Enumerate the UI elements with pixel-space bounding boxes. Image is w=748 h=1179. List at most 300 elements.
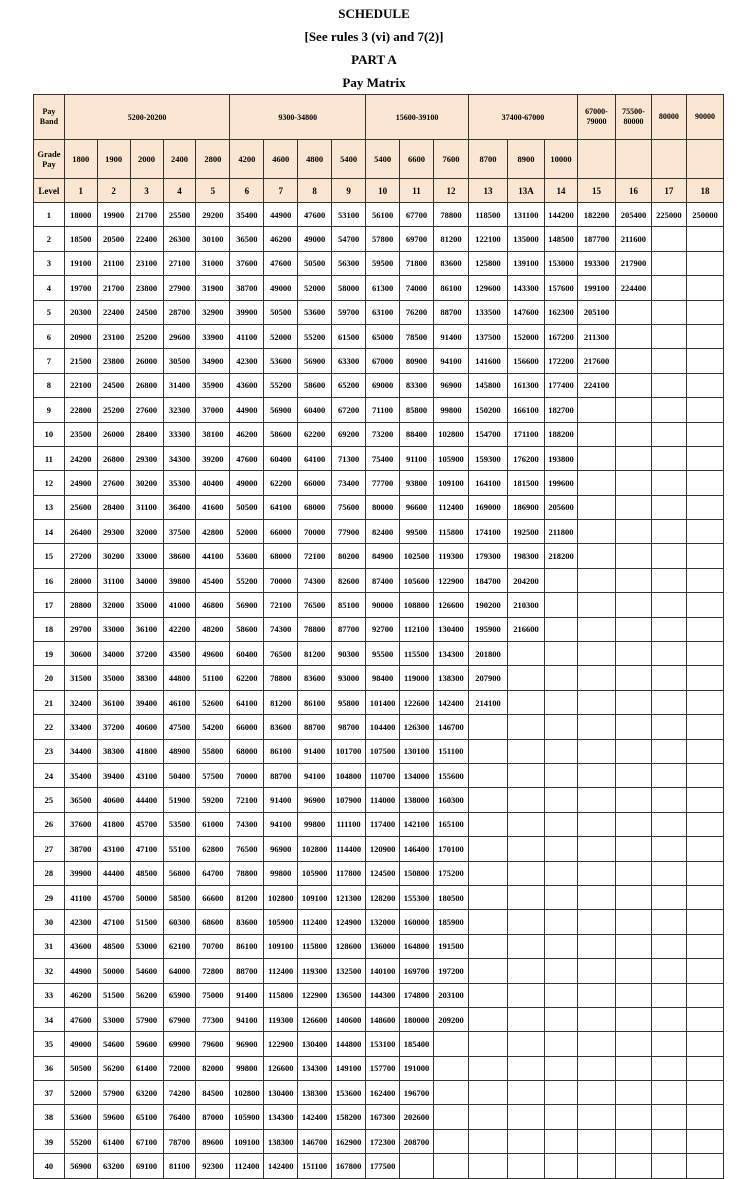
pay-cell: [651, 690, 686, 714]
pay-cell: 88700: [230, 959, 264, 983]
pay-cell: 104800: [332, 763, 366, 787]
pay-cell: 44400: [97, 861, 130, 885]
pay-cell: 204200: [508, 568, 545, 592]
pay-cell: 53600: [298, 300, 332, 324]
pay-cell: 91100: [400, 446, 434, 470]
pay-cell: [545, 593, 578, 617]
pay-cell: 63200: [130, 1081, 163, 1105]
pay-cell: 81200: [264, 690, 298, 714]
pay-cell: 60400: [298, 398, 332, 422]
pay-cell: [545, 715, 578, 739]
pay-cell: 57900: [97, 1081, 130, 1105]
level-cell: 10: [366, 179, 400, 203]
pay-cell: 64100: [264, 495, 298, 519]
pay-cell: 32400: [64, 690, 97, 714]
pay-cell: 69700: [400, 227, 434, 251]
pay-cell: 196700: [400, 1081, 434, 1105]
table-row: [34, 471, 724, 495]
pay-cell: 45700: [97, 885, 130, 909]
pay-cell: [651, 666, 686, 690]
pay-cell: [686, 568, 723, 592]
pay-cell: 64100: [298, 446, 332, 470]
pay-cell: 125800: [468, 251, 507, 275]
pay-cell: 59200: [196, 788, 230, 812]
pay-cell: 21100: [97, 251, 130, 275]
table-row: [34, 568, 724, 592]
pay-cell: [651, 861, 686, 885]
pay-cell: 39900: [64, 861, 97, 885]
row-index-cell: 23: [34, 739, 65, 763]
pay-cell: [545, 1129, 578, 1153]
pay-cell: [545, 666, 578, 690]
pay-cell: [651, 1105, 686, 1129]
pay-cell: [545, 568, 578, 592]
pay-cell: [545, 910, 578, 934]
pay-cell: 201800: [468, 642, 507, 666]
pay-cell: 58600: [264, 422, 298, 446]
pay-cell: 170100: [433, 837, 468, 861]
pay-cell: [508, 666, 545, 690]
pay-cell: 37600: [230, 251, 264, 275]
pay-cell: 62200: [264, 471, 298, 495]
pay-cell: 137500: [468, 324, 507, 348]
pay-cell: 203100: [433, 983, 468, 1007]
pay-cell: [508, 763, 545, 787]
pay-cell: [686, 520, 723, 544]
table-row: [34, 788, 724, 812]
grade-pay-row: [34, 140, 724, 179]
pay-cell: 112400: [230, 1154, 264, 1178]
row-index-cell: 20: [34, 666, 65, 690]
pay-band-cell: 9300-34800: [230, 95, 366, 140]
pay-cell: 207900: [468, 666, 507, 690]
pay-cell: 174800: [400, 983, 434, 1007]
pay-cell: [508, 642, 545, 666]
pay-cell: 38700: [230, 276, 264, 300]
pay-cell: 35400: [230, 203, 264, 227]
table-row: [34, 1081, 724, 1105]
pay-cell: [686, 251, 723, 275]
row-index-cell: 19: [34, 642, 65, 666]
pay-cell: 58600: [298, 373, 332, 397]
pay-cell: 28400: [130, 422, 163, 446]
pay-cell: 30500: [163, 349, 196, 373]
pay-cell: [615, 373, 651, 397]
pay-cell: 167800: [332, 1154, 366, 1178]
pay-cell: 224100: [577, 373, 615, 397]
pay-cell: [615, 544, 651, 568]
pay-cell: 64100: [230, 690, 264, 714]
pay-cell: 26800: [130, 373, 163, 397]
pay-cell: [651, 520, 686, 544]
pay-cell: 33000: [97, 617, 130, 641]
pay-cell: 27600: [97, 471, 130, 495]
pay-cell: 76200: [400, 300, 434, 324]
pay-cell: 99800: [264, 861, 298, 885]
pay-cell: [615, 324, 651, 348]
pay-cell: 50500: [64, 1056, 97, 1080]
pay-cell: 39200: [196, 446, 230, 470]
pay-band-cell: 75500-80000: [615, 95, 651, 140]
pay-cell: 65200: [332, 373, 366, 397]
pay-cell: 69900: [163, 1032, 196, 1056]
pay-cell: [615, 788, 651, 812]
pay-cell: 185900: [433, 910, 468, 934]
pay-cell: [508, 861, 545, 885]
pay-cell: 42300: [230, 349, 264, 373]
pay-cell: 34000: [130, 568, 163, 592]
pay-cell: 69000: [366, 373, 400, 397]
pay-cell: [577, 642, 615, 666]
row-index-cell: 22: [34, 715, 65, 739]
pay-cell: 36500: [230, 227, 264, 251]
pay-cell: [577, 812, 615, 836]
pay-cell: 101700: [332, 739, 366, 763]
table-row: [34, 1007, 724, 1031]
pay-cell: [508, 1007, 545, 1031]
pay-cell: 93800: [400, 471, 434, 495]
pay-cell: 126600: [433, 593, 468, 617]
pay-cell: [686, 495, 723, 519]
row-index-cell: 16: [34, 568, 65, 592]
pay-cell: 66000: [230, 715, 264, 739]
pay-cell: 55200: [230, 568, 264, 592]
pay-cell: 65100: [130, 1105, 163, 1129]
pay-cell: 153000: [545, 251, 578, 275]
pay-cell: 112400: [298, 910, 332, 934]
pay-cell: [545, 642, 578, 666]
pay-cell: [433, 1081, 468, 1105]
pay-cell: [615, 446, 651, 470]
pay-cell: 43100: [97, 837, 130, 861]
pay-cell: 64700: [196, 861, 230, 885]
pay-cell: [545, 983, 578, 1007]
pay-cell: 94100: [433, 349, 468, 373]
pay-cell: 50500: [264, 300, 298, 324]
pay-cell: [651, 324, 686, 348]
pay-cell: 76500: [230, 837, 264, 861]
pay-cell: [468, 861, 507, 885]
pay-cell: 139100: [508, 251, 545, 275]
pay-cell: 26000: [130, 349, 163, 373]
pay-cell: 210300: [508, 593, 545, 617]
table-row: [34, 910, 724, 934]
pay-cell: [615, 349, 651, 373]
pay-cell: 80200: [332, 544, 366, 568]
pay-cell: 162400: [366, 1081, 400, 1105]
pay-cell: 95500: [366, 642, 400, 666]
pay-cell: 32000: [130, 520, 163, 544]
pay-cell: [651, 959, 686, 983]
pay-cell: [686, 837, 723, 861]
pay-cell: 60300: [163, 910, 196, 934]
pay-cell: 48500: [130, 861, 163, 885]
pay-cell: [577, 715, 615, 739]
table-row: [34, 617, 724, 641]
pay-cell: [508, 812, 545, 836]
pay-cell: 78800: [298, 617, 332, 641]
pay-band-label: Pay Band: [34, 95, 65, 140]
pay-cell: [577, 544, 615, 568]
pay-cell: 38300: [130, 666, 163, 690]
pay-cell: [686, 1032, 723, 1056]
pay-cell: [686, 422, 723, 446]
pay-cell: 211800: [545, 520, 578, 544]
pay-cell: 107900: [332, 788, 366, 812]
pay-cell: [615, 398, 651, 422]
pay-cell: 92700: [366, 617, 400, 641]
pay-cell: 56200: [130, 983, 163, 1007]
pay-cell: 186900: [508, 495, 545, 519]
pay-cell: 202600: [400, 1105, 434, 1129]
pay-cell: [686, 666, 723, 690]
pay-cell: 130400: [298, 1032, 332, 1056]
pay-cell: 166100: [508, 398, 545, 422]
pay-cell: 26300: [163, 227, 196, 251]
pay-cell: [615, 715, 651, 739]
pay-cell: [686, 959, 723, 983]
pay-cell: [686, 276, 723, 300]
grade-pay-cell: 4800: [298, 140, 332, 179]
pay-cell: 43500: [163, 642, 196, 666]
pay-cell: 55100: [163, 837, 196, 861]
pay-cell: 42200: [163, 617, 196, 641]
pay-cell: 22100: [64, 373, 97, 397]
pay-cell: 40600: [97, 788, 130, 812]
pay-cell: 80900: [400, 349, 434, 373]
pay-cell: 224400: [615, 276, 651, 300]
pay-cell: 56900: [264, 398, 298, 422]
pay-cell: 53100: [332, 203, 366, 227]
pay-cell: 205400: [615, 203, 651, 227]
pay-cell: [615, 910, 651, 934]
pay-cell: [651, 812, 686, 836]
pay-cell: 87000: [196, 1105, 230, 1129]
pay-cell: 192500: [508, 520, 545, 544]
pay-cell: 148500: [545, 227, 578, 251]
pay-cell: 46200: [264, 227, 298, 251]
pay-cell: [433, 1105, 468, 1129]
pay-cell: 211300: [577, 324, 615, 348]
pay-cell: 22400: [130, 227, 163, 251]
pay-cell: [545, 617, 578, 641]
pay-cell: 42300: [64, 910, 97, 934]
pay-cell: [615, 666, 651, 690]
pay-cell: [468, 788, 507, 812]
pay-cell: [686, 398, 723, 422]
pay-cell: 158200: [332, 1105, 366, 1129]
pay-cell: [651, 227, 686, 251]
pay-cell: 49000: [230, 471, 264, 495]
pay-cell: [615, 983, 651, 1007]
pay-band-cell: 15600-39100: [366, 95, 469, 140]
pay-cell: 91400: [298, 739, 332, 763]
pay-cell: [686, 471, 723, 495]
pay-cell: 54600: [130, 959, 163, 983]
pay-cell: [686, 1105, 723, 1129]
pay-cell: 75400: [366, 446, 400, 470]
pay-cell: 45700: [130, 812, 163, 836]
pay-cell: 22800: [64, 398, 97, 422]
pay-cell: 110700: [366, 763, 400, 787]
pay-cell: 73400: [332, 471, 366, 495]
pay-cell: 119300: [433, 544, 468, 568]
pay-cell: 37500: [163, 520, 196, 544]
pay-cell: 134300: [298, 1056, 332, 1080]
pay-cell: 85100: [332, 593, 366, 617]
pay-cell: 175200: [433, 861, 468, 885]
pay-cell: 198300: [508, 544, 545, 568]
pay-cell: 21500: [64, 349, 97, 373]
pay-cell: 120900: [366, 837, 400, 861]
pay-cell: 122600: [400, 690, 434, 714]
pay-cell: 112400: [264, 959, 298, 983]
pay-cell: 142400: [433, 690, 468, 714]
pay-cell: 115800: [298, 934, 332, 958]
pay-cell: 46100: [163, 690, 196, 714]
pay-cell: 150800: [400, 861, 434, 885]
table-row: [34, 276, 724, 300]
pay-band-cell: 90000: [686, 95, 723, 140]
pay-cell: 52000: [264, 324, 298, 348]
pay-cell: 48200: [196, 617, 230, 641]
pay-cell: 74300: [230, 812, 264, 836]
table-row: [34, 715, 724, 739]
pay-cell: 43100: [130, 763, 163, 787]
pay-cell: [615, 1081, 651, 1105]
pay-cell: 193800: [545, 446, 578, 470]
matrix-title: Pay Matrix: [342, 75, 406, 90]
pay-cell: 43600: [230, 373, 264, 397]
pay-cell: [577, 593, 615, 617]
pay-cell: [651, 739, 686, 763]
pay-cell: 77900: [332, 520, 366, 544]
pay-cell: 40400: [196, 471, 230, 495]
table-row: [34, 812, 724, 836]
pay-cell: [686, 1007, 723, 1031]
pay-cell: 155300: [400, 885, 434, 909]
pay-cell: 211600: [615, 227, 651, 251]
pay-cell: [686, 593, 723, 617]
level-cell: 15: [577, 179, 615, 203]
table-row: [34, 983, 724, 1007]
pay-cell: [508, 788, 545, 812]
pay-cell: [508, 934, 545, 958]
pay-cell: 132000: [366, 910, 400, 934]
pay-cell: 130400: [264, 1081, 298, 1105]
pay-cell: 108800: [400, 593, 434, 617]
pay-cell: 18500: [64, 227, 97, 251]
pay-cell: 61400: [130, 1056, 163, 1080]
pay-cell: [651, 398, 686, 422]
pay-cell: [686, 739, 723, 763]
pay-cell: 44900: [64, 959, 97, 983]
pay-cell: 155600: [433, 763, 468, 787]
pay-cell: [577, 568, 615, 592]
pay-cell: [686, 617, 723, 641]
pay-cell: 46200: [64, 983, 97, 1007]
pay-cell: [577, 520, 615, 544]
pay-cell: 172200: [545, 349, 578, 373]
pay-cell: 35900: [196, 373, 230, 397]
pay-cell: 47600: [64, 1007, 97, 1031]
pay-cell: [545, 885, 578, 909]
pay-cell: [615, 1007, 651, 1031]
pay-cell: 49000: [264, 276, 298, 300]
pay-band-cell: 37400-67000: [468, 95, 577, 140]
pay-cell: 68000: [298, 495, 332, 519]
pay-cell: [577, 959, 615, 983]
pay-cell: 39400: [97, 763, 130, 787]
level-cell: 9: [332, 179, 366, 203]
row-index-cell: 4: [34, 276, 65, 300]
pay-cell: 147600: [508, 300, 545, 324]
pay-cell: 199600: [545, 471, 578, 495]
pay-cell: 66600: [196, 885, 230, 909]
pay-cell: 182700: [545, 398, 578, 422]
pay-cell: [651, 910, 686, 934]
pay-cell: 217600: [577, 349, 615, 373]
pay-cell: 81200: [433, 227, 468, 251]
pay-cell: 83600: [298, 666, 332, 690]
pay-cell: 138000: [400, 788, 434, 812]
pay-cell: 26800: [97, 446, 130, 470]
pay-cell: 72100: [264, 593, 298, 617]
pay-cell: 83600: [433, 251, 468, 275]
grade-pay-cell: [577, 140, 615, 179]
pay-cell: 172300: [366, 1129, 400, 1153]
pay-cell: [651, 1032, 686, 1056]
pay-cell: 96900: [298, 788, 332, 812]
pay-cell: 138300: [433, 666, 468, 690]
pay-cell: [468, 1056, 507, 1080]
pay-cell: [615, 495, 651, 519]
pay-cell: 54600: [97, 1032, 130, 1056]
row-index-cell: 9: [34, 398, 65, 422]
pay-cell: 56100: [366, 203, 400, 227]
pay-cell: 27900: [163, 276, 196, 300]
pay-cell: 114400: [332, 837, 366, 861]
pay-cell: 19700: [64, 276, 97, 300]
row-index-cell: 36: [34, 1056, 65, 1080]
pay-cell: [508, 1081, 545, 1105]
pay-cell: [508, 739, 545, 763]
table-row: [34, 763, 724, 787]
pay-cell: 35000: [97, 666, 130, 690]
pay-cell: 144800: [332, 1032, 366, 1056]
pay-cell: [433, 1129, 468, 1153]
pay-cell: 95800: [332, 690, 366, 714]
pay-cell: [545, 861, 578, 885]
pay-cell: 78500: [400, 324, 434, 348]
pay-cell: 77300: [196, 1007, 230, 1031]
pay-cell: 50000: [130, 885, 163, 909]
pay-cell: 148600: [366, 1007, 400, 1031]
pay-cell: [686, 1081, 723, 1105]
pay-cell: 77700: [366, 471, 400, 495]
pay-cell: [686, 861, 723, 885]
row-index-cell: 2: [34, 227, 65, 251]
pay-cell: [651, 251, 686, 275]
pay-cell: 58600: [230, 617, 264, 641]
level-cell: 2: [97, 179, 130, 203]
pay-cell: [651, 788, 686, 812]
pay-cell: [577, 885, 615, 909]
pay-cell: 117800: [332, 861, 366, 885]
row-index-cell: 8: [34, 373, 65, 397]
pay-cell: 32300: [163, 398, 196, 422]
pay-cell: 47600: [264, 251, 298, 275]
